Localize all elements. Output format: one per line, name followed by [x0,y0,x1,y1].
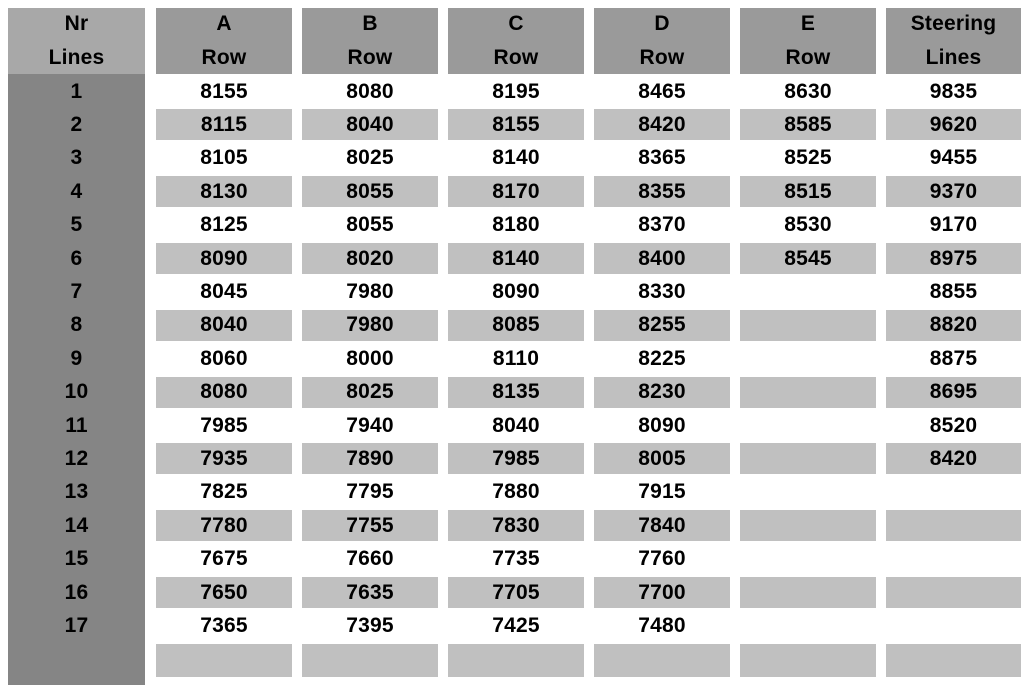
header-d-line-1: D [654,12,670,35]
table-cell [886,544,1021,575]
table-cell: 8180 [492,213,540,237]
header-a [156,8,292,74]
table-cell: 7705 [448,577,584,608]
table-cell: 8125 [200,213,248,237]
row-number: 8 [70,313,83,337]
column-e [740,8,876,685]
table-cell: 7795 [346,480,394,504]
table-cell: 8060 [200,346,248,370]
table-cell: 7480 [638,613,686,637]
table-cell: 8975 [886,243,1021,274]
table-cell: 7755 [302,510,438,541]
table-cell [740,610,876,641]
table-cell: 8400 [594,243,730,274]
column-d [594,8,730,685]
header-nr [8,8,145,74]
table-cell: 8525 [784,146,832,170]
table-cell: 8585 [740,109,876,140]
row-number: 16 [64,580,89,604]
table-cell: 8255 [594,310,730,341]
table-cell: 8420 [594,109,730,140]
table-cell [740,377,876,408]
row-number: 3 [70,146,83,170]
table-cell: 8005 [594,443,730,474]
table-cell: 7425 [492,613,540,637]
table-cell: 8040 [302,109,438,140]
row-number: 2 [70,112,83,136]
table-cell: 9170 [929,213,978,237]
table-cell: 8195 [492,79,540,103]
row-number: 14 [64,513,89,537]
table-cell: 8085 [448,310,584,341]
header-d-line-2: Row [639,46,685,69]
table-cell: 8355 [594,176,730,207]
table-cell [302,644,438,677]
table-cell: 8855 [929,279,978,303]
table-cell: 7940 [346,413,394,437]
table-cell: 7980 [302,310,438,341]
header-c-line-2: Row [493,46,539,69]
table-cell: 8140 [492,146,540,170]
row-number: 17 [64,613,89,637]
column-c [448,8,584,685]
table-cell [740,343,876,374]
table-cell: 8155 [200,79,248,103]
table-cell: 7825 [200,480,248,504]
table-cell: 8465 [638,79,686,103]
header-e-line-1: E [800,12,816,35]
header-a-line-2: Row [201,46,247,69]
table-cell: 7635 [302,577,438,608]
table-cell: 7660 [346,547,394,571]
header-b-line-1: B [362,12,378,35]
row-number: 13 [64,480,89,504]
table-cell [156,644,292,677]
table-cell: 7780 [156,510,292,541]
table-cell: 8090 [492,279,540,303]
table-cell: 7675 [200,547,248,571]
table-cell: 9370 [886,176,1021,207]
table-cell [740,510,876,541]
table-cell [740,310,876,341]
row-number: 9 [70,346,83,370]
table-cell: 8045 [200,279,248,303]
table-cell: 7650 [156,577,292,608]
row-number: 15 [64,547,89,571]
row-number: 11 [65,413,88,437]
table-cell: 8875 [929,346,978,370]
table-cell: 7890 [302,443,438,474]
table-cell: 7935 [156,443,292,474]
header-nr-line-1: Nr [64,12,89,35]
header-steering-line-2: Lines [925,46,982,69]
table-cell: 8055 [346,213,394,237]
table-cell: 7735 [492,547,540,571]
table-cell: 7830 [448,510,584,541]
table-cell: 9620 [886,109,1021,140]
table-cell: 8330 [638,279,686,303]
table-cell: 7840 [594,510,730,541]
table-cell: 8090 [638,413,686,437]
table-cell: 7760 [638,547,686,571]
table-cell: 7985 [200,413,248,437]
table-cell [886,644,1021,677]
table-cell: 8630 [784,79,832,103]
table-cell [740,577,876,608]
table-cell [740,544,876,575]
table-cell: 8110 [492,346,540,370]
table-cell [594,644,730,677]
table-cell: 7365 [200,613,248,637]
header-d [594,8,730,74]
row-number: 1 [70,79,83,103]
table-cell: 7700 [594,577,730,608]
table-cell: 8225 [638,346,686,370]
header-e [740,8,876,74]
table-cell: 8515 [740,176,876,207]
column-nr [8,8,145,685]
table-cell: 8105 [200,146,248,170]
row-number: 10 [64,380,89,404]
header-c-line-1: C [508,12,524,35]
table-cell: 8520 [929,413,978,437]
table-cell: 8025 [346,146,394,170]
row-number: 7 [70,279,83,303]
header-nr-line-2: Lines [48,46,105,69]
table-cell: 8820 [886,310,1021,341]
table-cell [886,577,1021,608]
table-cell: 8420 [886,443,1021,474]
header-steering-line-1: Steering [910,12,997,35]
table-cell: 8695 [886,377,1021,408]
row-number: 5 [70,213,83,237]
table-cell: 8230 [594,377,730,408]
table-cell: 8040 [156,310,292,341]
table-cell: 7985 [448,443,584,474]
table-cell: 7915 [638,480,686,504]
table-cell: 8370 [638,213,686,237]
header-b-line-2: Row [347,46,393,69]
header-b [302,8,438,74]
header-a-line-1: A [216,12,232,35]
table-cell: 8080 [156,377,292,408]
table-cell: 8140 [448,243,584,274]
table-cell: 8365 [638,146,686,170]
table-cell: 8135 [448,377,584,408]
table-cell: 8000 [346,346,394,370]
table-cell [740,477,876,508]
table-cell: 8020 [302,243,438,274]
table-cell: 8090 [156,243,292,274]
column-steering [886,8,1021,685]
table-cell [740,443,876,474]
table-cell: 8170 [448,176,584,207]
table-cell: 8115 [156,109,292,140]
table-cell: 7880 [492,480,540,504]
table-cell: 8545 [740,243,876,274]
table-cell: 8025 [302,377,438,408]
row-number: 6 [70,246,83,270]
table-cell: 8155 [448,109,584,140]
table-cell: 8040 [492,413,540,437]
table-cell: 7395 [346,613,394,637]
table-cell [886,510,1021,541]
table-cell: 8130 [156,176,292,207]
table-cell: 8055 [302,176,438,207]
table-cell: 9455 [929,146,978,170]
row-number [8,644,145,677]
table-cell [886,477,1021,508]
column-b [302,8,438,685]
table-cell: 8080 [346,79,394,103]
table-cell: 8530 [784,213,832,237]
column-a [156,8,292,685]
table-cell [740,410,876,441]
table-cell: 9835 [929,79,978,103]
table-cell [740,276,876,307]
row-number: 4 [70,179,83,203]
table-cell [448,644,584,677]
header-c [448,8,584,74]
table-cell [886,610,1021,641]
row-number: 12 [64,446,89,470]
table-cell [740,644,876,677]
header-e-line-2: Row [785,46,831,69]
table-cell: 7980 [346,279,394,303]
header-steering [886,8,1021,74]
